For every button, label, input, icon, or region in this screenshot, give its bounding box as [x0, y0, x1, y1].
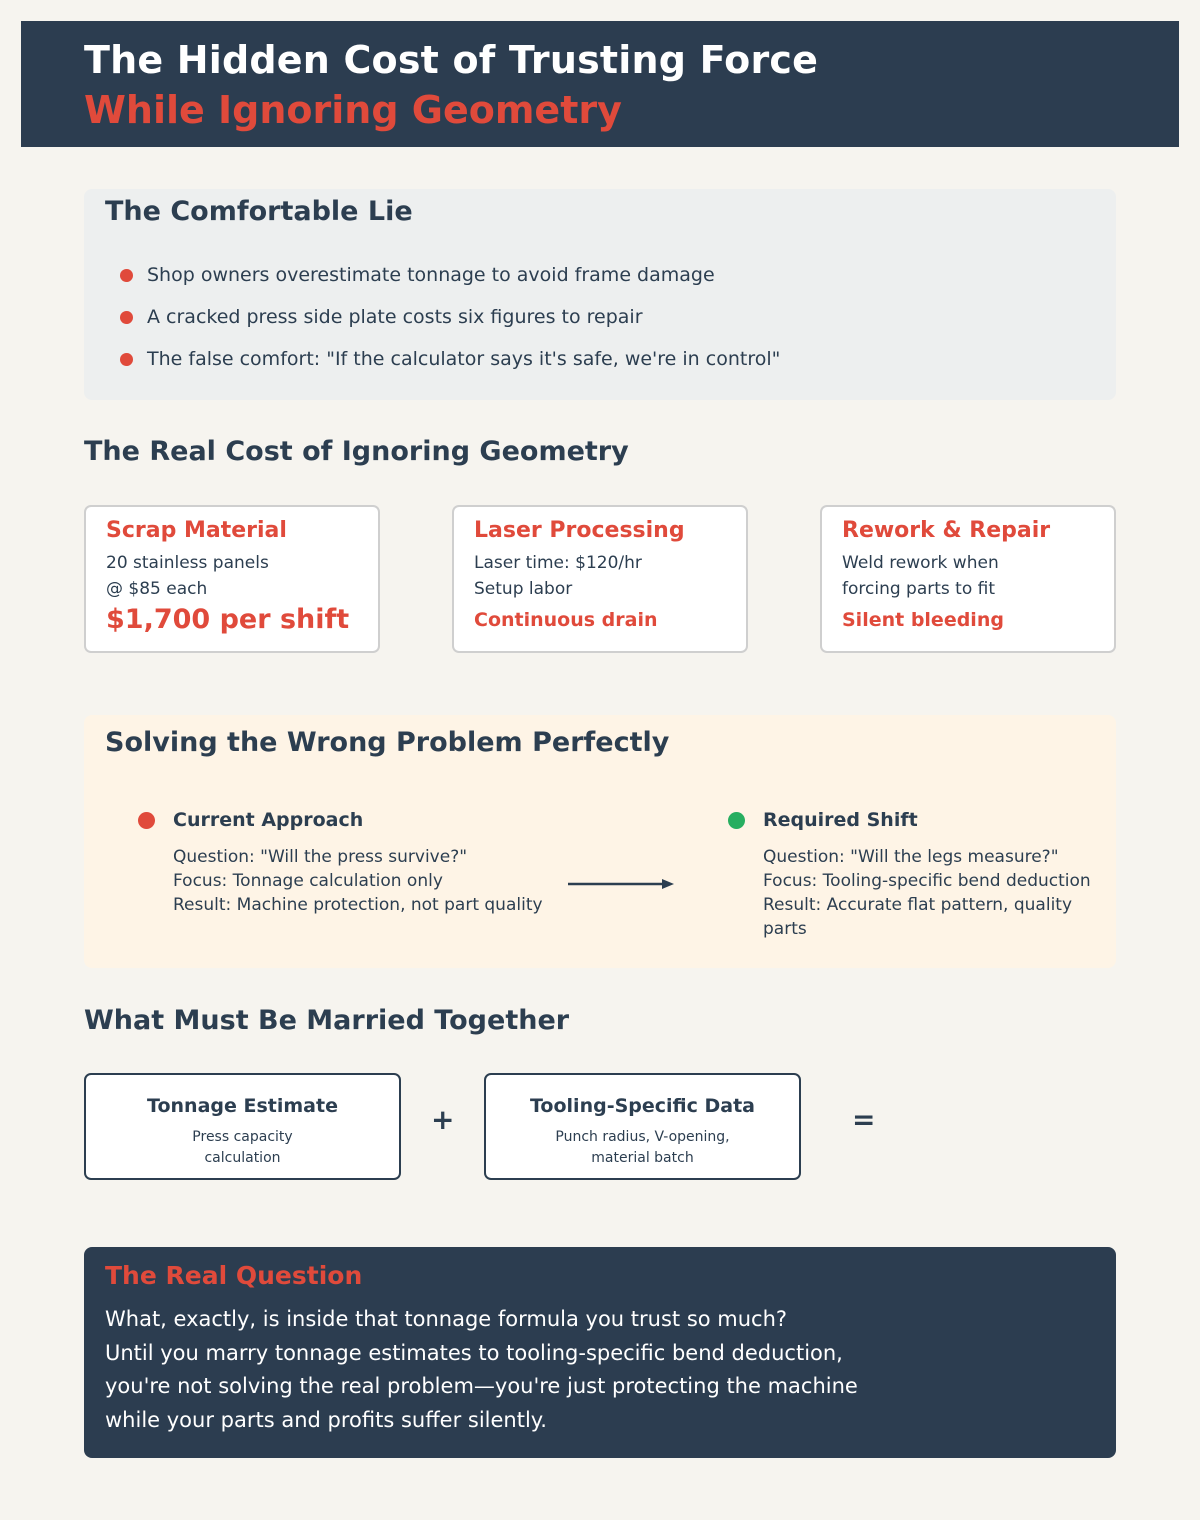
- comfortable-lie-title: The Comfortable Lie: [105, 196, 413, 227]
- required-shift-line: Result: Accurate flat pattern, quality parts: [763, 895, 1073, 939]
- cost-card-rework: [820, 505, 1116, 653]
- page-subtitle: While Ignoring Geometry: [84, 88, 622, 132]
- tooling-data-box: [484, 1073, 801, 1180]
- current-approach-line: Question: "Will the press survive?": [173, 847, 468, 867]
- required-shift-title: Required Shift: [763, 809, 918, 831]
- required-shift-lines: [728, 845, 1116, 941]
- list-item-text: A cracked press side plate costs six figures to repair: [147, 306, 643, 328]
- list-item-text: Shop owners overestimate tonnage to avoid frame damage: [147, 264, 715, 286]
- wrong-problem-title: Solving the Wrong Problem Perfectly: [105, 727, 670, 758]
- current-approach-title: Current Approach: [173, 809, 364, 831]
- cost-card-title: Scrap Material: [106, 518, 287, 543]
- current-approach-heading: [138, 807, 543, 833]
- green-status-dot-icon: [728, 812, 745, 829]
- cost-card-line: 20 stainless panels: [106, 553, 269, 573]
- comfortable-lie-panel: [84, 189, 1116, 400]
- cost-card-title: Rework & Repair: [842, 518, 1051, 543]
- bullet-icon: [120, 269, 133, 282]
- current-approach-line: Focus: Tonnage calculation only: [173, 871, 443, 891]
- list-item: [105, 296, 1116, 338]
- real-question-line: What, exactly, is inside that tonnage formula you trust so much?: [105, 1307, 788, 1331]
- list-item: [105, 254, 1116, 296]
- required-shift-line: Question: "Will the legs measure?": [763, 847, 1059, 867]
- real-question-line: while your parts and profits suffer silently.: [105, 1407, 547, 1432]
- cost-card-emphasis: Silent bleeding: [842, 609, 1004, 631]
- required-shift-heading: [728, 807, 1116, 833]
- cost-card-scrap: [84, 505, 380, 653]
- arrow-right-icon: [568, 877, 674, 891]
- tonnage-estimate-box: [84, 1073, 401, 1180]
- real-question-line: Until you marry tonnage estimates to tooling-specific bend deduction,: [105, 1340, 843, 1365]
- required-shift-column: [728, 807, 1116, 941]
- real-question-line: you're not solving the real problem—you're just protecting the machine: [105, 1374, 858, 1398]
- cost-card-laser: [452, 505, 748, 653]
- equals-operator: =: [852, 1103, 876, 1136]
- cost-card-emphasis: Continuous drain: [474, 609, 658, 631]
- bullet-icon: [120, 311, 133, 324]
- wrong-problem-panel: [84, 715, 1116, 968]
- plus-operator: +: [431, 1103, 455, 1136]
- current-approach-column: [138, 807, 543, 917]
- box-line: Punch radius, V-opening,: [555, 1129, 730, 1145]
- cost-card-line: forcing parts to fit: [842, 579, 996, 599]
- cost-card-emphasis: $1,700 per shift: [106, 604, 350, 635]
- box-title: Tooling-Specific Data: [530, 1095, 755, 1117]
- cost-card-line: Weld rework when: [842, 553, 999, 573]
- married-title: What Must Be Married Together: [84, 1005, 570, 1036]
- current-approach-line: Result: Machine protection, not part quality: [173, 895, 543, 915]
- cost-card-line: @ $85 each: [106, 579, 208, 599]
- box-title: Tonnage Estimate: [147, 1095, 338, 1117]
- box-line: calculation: [204, 1150, 281, 1166]
- real-question-panel: [84, 1247, 1116, 1458]
- real-cost-title: The Real Cost of Ignoring Geometry: [84, 436, 629, 467]
- red-status-dot-icon: [138, 812, 155, 829]
- bullet-icon: [120, 353, 133, 366]
- list-item-text: The false comfort: "If the calculator says it's safe, we're in control": [147, 348, 781, 370]
- cost-card-title: Laser Processing: [474, 518, 685, 543]
- header-banner: [21, 21, 1179, 147]
- current-approach-lines: [138, 845, 543, 917]
- box-line: material batch: [591, 1150, 694, 1166]
- real-question-title: The Real Question: [105, 1261, 363, 1290]
- cost-card-line: Setup labor: [474, 579, 573, 599]
- box-line: Press capacity: [192, 1129, 293, 1145]
- cost-card-line: Laser time: $120/hr: [474, 553, 642, 573]
- required-shift-line: Focus: Tooling-specific bend deduction: [763, 871, 1091, 891]
- page-title: The Hidden Cost of Trusting Force: [84, 38, 819, 82]
- list-item: [105, 338, 1116, 380]
- comfortable-lie-list: [105, 254, 1116, 380]
